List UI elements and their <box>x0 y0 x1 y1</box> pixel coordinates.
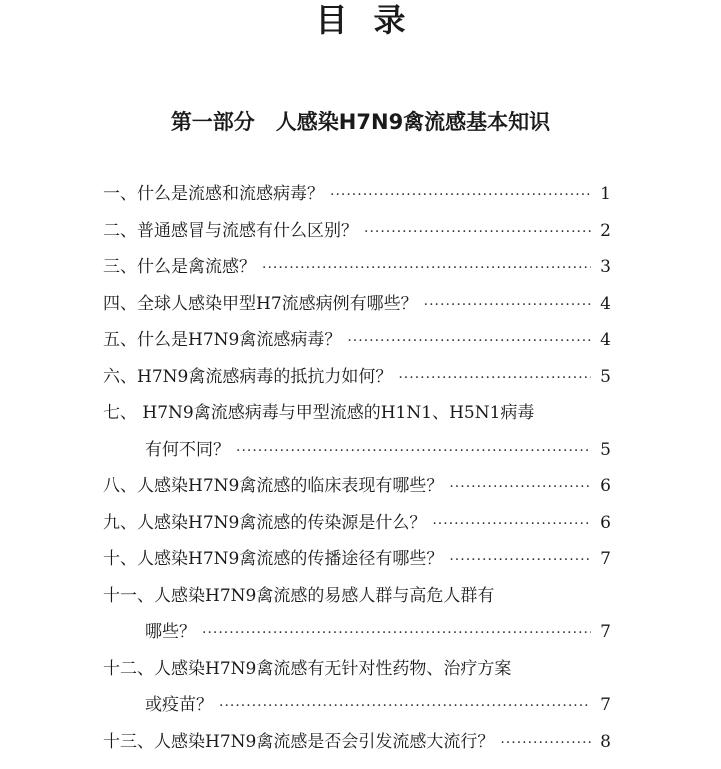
toc-entry[interactable] <box>103 176 611 213</box>
toc-entry-line <box>103 359 611 396</box>
toc-entry-title: 一、什么是流感和流感病毒？ <box>103 184 324 204</box>
toc-dot-leader <box>424 287 591 324</box>
toc-entry[interactable] <box>103 651 611 724</box>
toc-entry-title: 九、人感染H7N9禽流感的传染源是什么？ <box>103 512 427 533</box>
toc-page-number: 6 <box>600 476 611 496</box>
toc-page-number: 1 <box>600 184 611 204</box>
toc-entry-title: 或疫苗？ <box>145 695 213 715</box>
toc-entry-line <box>103 724 611 761</box>
toc-entry-title: 二、普通感冒与流感有什么区别？ <box>103 220 358 241</box>
toc-entry-title: 八、人感染H7N9禽流感的临床表现有哪些？ <box>103 476 444 496</box>
toc-page-number: 5 <box>600 439 611 460</box>
toc-entry-title: 哪些？ <box>145 622 196 642</box>
toc-page-number: 7 <box>600 549 611 569</box>
toc-entry-line <box>103 651 611 688</box>
toc-entry-title: 十三、人感染H7N9禽流感是否会引发流感大流行？ <box>103 731 495 752</box>
toc-entry[interactable] <box>103 213 611 250</box>
toc-dot-leader <box>398 360 591 397</box>
toc-dot-leader <box>330 177 591 214</box>
page-title: 目录 <box>315 1 432 39</box>
toc-entry[interactable] <box>103 359 611 396</box>
toc-entry-line <box>103 505 611 542</box>
toc-entry-title: 四、全球人感染甲型H7流感病例有哪些？ <box>103 293 418 314</box>
toc-page-number: 4 <box>600 293 611 314</box>
toc-dot-leader <box>500 725 591 762</box>
toc-entry-line <box>103 687 611 724</box>
toc-entry[interactable] <box>103 724 611 761</box>
section-heading: 第一部分 人感染H7N9禽流感基本知识 <box>170 110 551 134</box>
toc-entry-title: 十一、人感染H7N9禽流感的易感人群与高危人群有 <box>103 585 495 606</box>
toc-entry-line <box>103 286 611 323</box>
toc-entry-line <box>103 395 611 432</box>
toc-page-number: 4 <box>600 330 611 350</box>
toc-entry[interactable] <box>103 286 611 323</box>
toc-entry-title: 七、 H7N9禽流感病毒与甲型流感的H1N1、H5N1病毒 <box>103 403 535 423</box>
toc-entry-title: 十、人感染H7N9禽流感的传播途径有哪些？ <box>103 549 444 569</box>
toc-entry-title: 六、H7N9禽流感病毒的抵抗力如何？ <box>103 366 393 387</box>
toc-dot-leader <box>262 250 591 287</box>
toc-entry-line <box>103 322 611 359</box>
toc-dot-leader <box>364 214 591 251</box>
toc-page-number: 6 <box>600 512 611 533</box>
toc-dot-leader <box>449 542 591 579</box>
toc-entry[interactable] <box>103 249 611 286</box>
toc-entry[interactable] <box>103 578 611 651</box>
toc-entry-line <box>103 614 611 651</box>
toc-entry[interactable] <box>103 322 611 359</box>
toc-page-number: 5 <box>600 366 611 387</box>
toc-entry-line <box>103 176 611 213</box>
toc-page-number: 8 <box>600 731 611 752</box>
toc-entry-line <box>103 213 611 250</box>
toc-entry[interactable] <box>103 468 611 505</box>
toc-entry-line <box>103 541 611 578</box>
toc-dot-leader <box>347 323 591 360</box>
toc-entry-line <box>103 578 611 615</box>
toc-page-number: 3 <box>600 257 611 277</box>
toc-page-number: 7 <box>600 695 611 715</box>
toc-entry-title: 十二、人感染H7N9禽流感有无针对性药物、治疗方案 <box>103 658 512 679</box>
toc-entry[interactable] <box>103 505 611 542</box>
toc-entry-line <box>103 249 611 286</box>
toc-entry-line <box>103 468 611 505</box>
toc-entry[interactable] <box>103 395 611 468</box>
toc-entry-title: 有何不同？ <box>145 439 230 460</box>
toc-dot-leader <box>202 615 591 652</box>
toc-entry-title: 五、什么是H7N9禽流感病毒？ <box>103 330 342 350</box>
toc-entry-title: 三、什么是禽流感？ <box>103 257 256 277</box>
toc-entry-line <box>103 432 611 469</box>
toc-dot-leader <box>236 433 591 470</box>
toc-entry[interactable] <box>103 541 611 578</box>
toc-dot-leader <box>219 688 591 725</box>
table-of-contents <box>103 176 611 760</box>
toc-dot-leader <box>449 469 591 506</box>
toc-page-number: 2 <box>600 220 611 241</box>
toc-dot-leader <box>432 506 591 543</box>
toc-page-number: 7 <box>600 622 611 642</box>
